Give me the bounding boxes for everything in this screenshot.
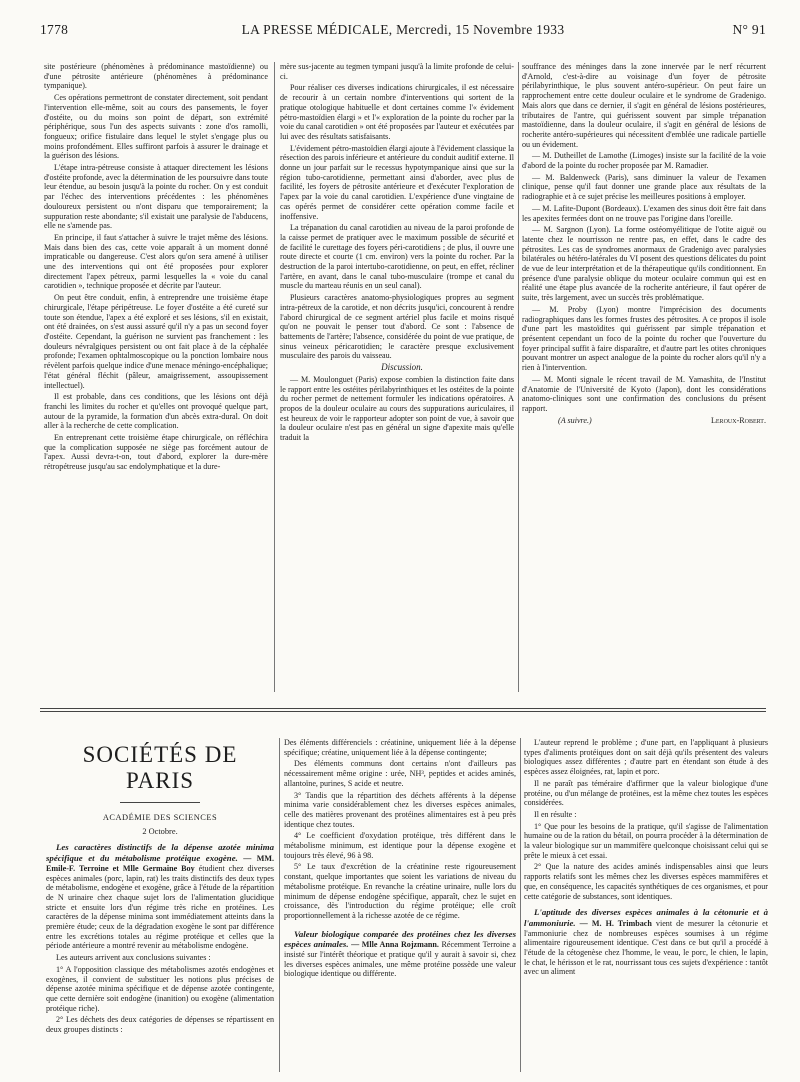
- section-separator: [40, 708, 766, 709]
- paragraph: 1° Que pour les besoins de la pratique, qu'il s'agisse de l'alimentation humaine ou de la ration du bétail, on pourra procéder à la détermination de la valeur biologique sur un mammifère quelconque choisissant celui qui se prête le mieux à cet essai.: [524, 821, 768, 860]
- article-title: Les caractères distinctifs de la dépense azotée minima spécifique et du métabolisme protéique exogène.: [46, 842, 274, 864]
- paragraph: mère sus-jacente au tegmen tympani jusqu'à la limite profonde de celui-ci.: [280, 62, 514, 81]
- paragraph: On peut être conduit, enfin, à entreprendre une troisième étape chirurgicale, l'étape péripétreuse. Le foyer d'ostéite a été cureté sur toute son étendue, l'apex a été exploré et ses lésions, s'il en existait, ont été drainées, on s'est aussi assuré qu'il n'y a pas un second foyer d'ostéite. Cependant, la guérison ne survient pas franchement : les douleurs névralgiques persistent ou ont fait place à de la céphalée profonde; l'examen ophtalmoscopique ou la ponction lombaire nous révèlent parfois quelque indice d'une menace méningo-encéphalique; l'état général fléchit (pâleur, amaigrissement, assoupissement intellectuel).: [44, 293, 268, 390]
- page-header: [40, 22, 766, 44]
- bottom-column-3: [524, 738, 768, 1074]
- article-heading: [284, 929, 516, 980]
- paragraph: La trépanation du canal carotidien au niveau de la paroi profonde de la caisse permet de pratiquer avec le maximum possible de sécurité et de facilité le curettage des foyers péri-carotidiens ; de plus, il ouvre une route directe et courte (1 cm. environ) vers la pointe du rocher. Par la destruction de la paroi intertubo-carotidienne, on peut, en effet, récliner l'artère, en avant, dans le canal tubo-musculaire (trompe et canal du muscle du marteau réunis en un seul canal).: [280, 223, 514, 291]
- bottom-column-1: [46, 738, 274, 1074]
- top-column-3: [522, 62, 766, 696]
- paragraph: Il en résulte :: [534, 809, 577, 819]
- article-authors: — Mlle Anna Rojzmann.: [351, 940, 439, 950]
- column-divider: [279, 738, 280, 1072]
- paragraph: vient de mesurer la cétonurie et l'ammoniurie chez de nombreuses espèces soumises à un régime alimentaire rigoureusement identique. C'est dans ce but qu'il a procédé à l'étude de la cétogenèse chez l'homme, le veau, le porc, le chien, le lapin, le chat, le hérisson et le rat, nourrissant tous ces sujets d'expérience : tantôt avec un aliment: [524, 918, 768, 977]
- title-rule: [120, 802, 200, 803]
- paragraph: En entreprenant cette troisième étape chirurgicale, on réfléchira que la complication supposée ne siège pas forcément autour de l'apex. Aussi devra-t-on, tout d'abord, explorer la dure-mère rétropétreuse jusqu'au sac endolymphatique et la dure-: [44, 433, 268, 472]
- paragraph: — M. Lafite-Dupont (Bordeaux). L'examen des sinus doit être fait dans les apexites fermées dont on ne trouve pas l'origine dans l'oreille.: [522, 203, 766, 223]
- paragraph: 3° Tandis que la répartition des déchets afférents à la dépense minima varie considérablement chez les diverses espèces animales, celle des matières provenant des protéines alimentaires est à peu près identique chez toutes.: [284, 790, 516, 829]
- paragraph: L'étape intra-pétreuse consiste à attaquer directement les lésions d'ostéite profonde, avec la détermination de les poursuivre dans toute leur étendue, au besoin jusqu'à la pointe du rocher. On y est conduit par l'échec des interventions précédentes : les phénomènes douloureux persistent ou n'ont disparu que temporairement; la suppuration reste abondante; s'il existait une paralysie de l'abducens, elle ne s'amende pas.: [44, 163, 268, 231]
- discussion-heading: Discussion.: [381, 362, 423, 373]
- academy-heading: ACADÉMIE DES SCIENCES: [102, 813, 218, 822]
- paragraph: — M. Baldenweck (Paris), sans diminuer la valeur de l'examen clinique, pense qu'il faut donner une grande place aux résultats de la radiographie et à ce sujet précise les meilleures positions à employer.: [522, 172, 766, 202]
- author-signature: Leroux-Robert.: [710, 415, 766, 425]
- journal-title: LA PRESSE MÉDICALE, Mercredi, 15 Novembre 1933: [241, 22, 565, 37]
- paragraph: — M. Sargnon (Lyon). La forme ostéomyélitique de l'otite aiguë ou latente chez le nourrisson ne rentre pas, en effet, dans le cadre des pétrosites. Les cas de syndromes anormaux de Gradenigo avec paralysies bilatérales ou hétéro-latérales du VI posent des questions délicates du point de vue de leur interprétation et de la thérapeutique qu'ils conditionnent. En présence d'une paralysie oblique du moteur oculaire commun qui est en réalité une étape plus avancée de la rocherite antérieure, il faut opérer de suite, très largement, avec un succès très problématique.: [522, 225, 766, 303]
- paragraph: Les auteurs arrivent aux conclusions suivantes :: [56, 953, 211, 963]
- paragraph: souffrance des méninges dans la zone innervée par le nerf récurrent d'Arnold, c'est-à-dire au voisinage d'un foyer de pétrosite périlabyrinthique, le plus souvent antéro-supérieur. On peut faire un rapprochement entre cette douleur oculaire et le syndrome de Gradenigo. Mais alors que dans ce dernier, il s'agit en général de lésions postérieures, tributaires de l'antre, qui guérissent souvent par simple trépanation mastoïdienne, dans la douleur oculaire, il s'agit en général de lésions de rocherite antéro-supérieures qui nécessitent d'emblée une radicale partielle ou un évidement.: [522, 62, 766, 149]
- paragraph: L'évidement pétro-mastoïdien élargi ajoute à l'évidement classique la résection des parois inférieure et antérieure du conduit auditif externe. Il donne un jour parfait sur le recessus hypotympanique ainsi que sur la région tubo-carotidienne, permettant ainsi d'aborder, avec plus de facilité, les foyers de pétrosite antérieure et d'exécuter l'exploration de l'apex par la voie du canal carotidien. L'expérience d'une vingtaine de cas opérés permet de considérer cette opération comme facile et inoffensive.: [280, 143, 514, 221]
- paragraph: 1° A l'opposition classique des métabolismes azotés endogènes et exogènes, il convient de substituer les notions plus précises de dépense azotée minima spécifique et de dépense azotée contingente, que cette dernière soit endogène (inanition) ou exogène (alimentation protéique riche).: [46, 964, 274, 1013]
- bottom-column-2: [284, 738, 516, 1074]
- article-title: Valeur biologique comparée des protéines chez les diverses espèces animales.: [284, 928, 516, 950]
- paragraph: 2° Les déchets des deux catégories de dépenses se répartissent en deux groupes distincts :: [46, 1015, 274, 1035]
- top-column-2: [280, 62, 514, 696]
- paragraph: — M. Dutheillet de Lamothe (Limoges) insiste sur la facilité de la voie d'abord de la pointe du rocher proposée par M. Ramadier.: [522, 151, 766, 171]
- paragraph: 2° Que la nature des acides aminés indispensables ainsi que leurs rapports relatifs sont les mêmes chez les diverses espèces mammifères et que, en conséquence, les capacités synthétiques de ces organismes, et pour cette catégorie de substances, sont identiques.: [524, 862, 768, 901]
- paragraph: 5° Le taux d'excrétion de la créatinine reste rigoureusement constant, quelque importantes que soient les variations de niveau du métabolisme protéique. En revanche la créatine urinaire, nulle lors du minimum de dépense endogène spécifique, apparaît, chez le sujet en croissance, dès l'introduction du régime protéique; elle croît proportionnellement à la richesse azotée de ce régime.: [284, 862, 516, 920]
- paragraph: Il est probable, dans ces conditions, que les lésions ont déjà franchi les limites du rocher et qu'elles ont provoqué quelque part, autour de la pyramide, la formation d'un abcès extra-dural. On doit aller à la recherche de cette complication.: [44, 392, 268, 431]
- paragraph: Ces opérations permettront de constater directement, soit pendant l'intervention elle-même, soit au cours des pansements, le foyer d'ostéite, ou du moins son point de départ, son extrémité périphérique, sous l'un des aspects suivants : zone d'os ramolli, fongueux; orifice fistulaire dans lequel le stylet s'engage plus ou moins profondément. Elles suffiront parfois à assurer le drainage et la guérison des lésions.: [44, 93, 268, 161]
- paragraph: — M. Moulonguet (Paris) expose combien la distinction faite dans le rapport entre les ostéites périlabyrinthiques et les ostéites de la pointe du rocher permet de nettement formuler les indications opératoires. A propos de la douleur oculaire au cours des suppurations auriculaires, il est heureux de voir le rapporteur adopter son point de vue, à savoir que la douleur oculaire n'est pas en général un signe d'apexite mais qu'elle traduit la: [280, 374, 514, 443]
- paragraph: L'auteur reprend le problème ; d'une part, en l'appliquant à plusieurs types d'aliments protéiques dont on sait déjà qu'ils présentent des valeurs biologiques assez différentes ; d'autre part en étendant son étude à des espèces assez éloignées, rat, lapin et porc.: [524, 738, 768, 777]
- paragraph: Pour réaliser ces diverses indications chirurgicales, il est nécessaire de recourir à un certain nombre d'interventions qui sortent de la pratique otologique habituelle et dont certaines comme l'« évidement pétro-mastoïdien élargi » et l'« exploration de la pointe du rocher par la voie du canal carotidien » ont été proposées par l'auteur et exécutées par lui avec des résultats satisfaisants.: [280, 83, 514, 141]
- article-heading: [46, 842, 274, 951]
- section-separator: [40, 711, 766, 712]
- paragraph: — M. Monti signale le récent travail de M. Yamashita, de l'Institut d'Anatomie de l'Université de Kyoto (Japon), dont les considérations anatomo-cliniques sont une confirmation des conclusions du présent rapport.: [522, 374, 766, 413]
- paragraph: Il ne paraît pas téméraire d'affirmer que la valeur biologique d'une protéine, ou d'un mélange de protéines, est la même chez toutes les espèces considérées.: [524, 778, 768, 808]
- column-divider: [518, 62, 519, 692]
- session-date: 2 Octobre.: [142, 826, 178, 836]
- column-divider: [274, 62, 275, 692]
- paragraph: 4° Le coefficient d'oxydation protéique, très différent dans le métabolisme minimum, est identique pour la dépense exogène et toujours très élevé, 96 à 98.: [284, 831, 516, 860]
- paragraph: Récemment Terroine a insisté sur l'intérêt théorique et pratique qu'il y aurait à savoir si, chez les diverses espèces animales, une même protéine possède une valeur biologique identique ou différente.: [284, 940, 516, 979]
- paragraph: Plusieurs caractères anatomo-physiologiques propres au segment intra-pétreux de la carotide, et non décrits jusqu'ici, concourent à rendre l'abord chirurgical de ce segment artériel plus facile et moins risqué qu'on ne pouvait le penser tout d'abord. Ce sont : l'absence de battements de l'artère; l'absence, considérée du point de vue pratique, de sinus veineux péricarotidien; le caractère presque exclusivement musculaire des parois du vaisseau.: [280, 293, 514, 361]
- paragraph: En principe, il faut s'attacher à suivre le trajet même des lésions. Mais dans bien des cas, cette voie apparaît à un moment donné impraticable ou dangereuse. C'est alors qu'on sera amené à utiliser une des interventions qui ont été proposées pour explorer directement l'apex pétreux, parmi lesquelles la « voie du canal carotidien », technique proposée et décrite par l'auteur.: [44, 232, 268, 291]
- issue-number: N° 91: [732, 22, 766, 37]
- to-be-continued: (A suivre.): [558, 415, 592, 425]
- article-title: L'aptitude des diverses espèces animales à la cétonurie et à l'ammoniurie.: [524, 907, 768, 928]
- paragraph: — M. Proby (Lyon) montre l'imprécision des documents radiographiques dans les formes frustes des pétrosites. A ce propos il isole d'une part les mastoïdites qui guérissent par simple trépanation et présentent cependant un foco de la pointe du rocher que l'ouverture du foyer principal suffit à faire disparaître, et d'autre part les otites chroniques pouvant montrer un aspect analogue de la pointe du rocher alors qu'il n'y a rien à l'intervention.: [522, 304, 766, 373]
- column-divider: [520, 738, 521, 1072]
- signature-line: [522, 416, 766, 426]
- article-heading: [524, 907, 768, 977]
- article-authors: — M. H. Trimbach: [579, 918, 652, 928]
- paragraph: Des éléments différenciels : créatinine, uniquement liée à la dépense spécifique; créatine, uniquement liée à la dépense contingente;: [284, 738, 516, 757]
- paragraph: étudient chez diverses espèces animales (porc, lapin, rat) les traits distinctifs des deux types de métabolisme, endogène et exogène, grâce à l'étude de la répartition de N urinaire chez chaque sujet lors de l'alimentation glucidique stricte et ensuite lors d'un régime très riche en protéines. Les caractères de la dépense minima sont immédiatement atteints dans la première étude; ceux de la dégradation exogène le sont par différence entre les excrétions totales au régime protéique et celles que la période antérieure a montré revenir au métabolisme endogène.: [46, 863, 274, 951]
- paragraph: Des éléments communs dont certains n'ont d'ailleurs pas nécessairement même origine : urée, NH³, peptides et acides aminés, allantoïne, purines, S acide et neutre.: [284, 759, 516, 788]
- page-number: 1778: [40, 22, 69, 37]
- top-column-1: [44, 62, 268, 696]
- section-title: SOCIÉTÉS DE PARIS: [82, 742, 238, 793]
- article-authors: — MM. Emile-F. Terroine et Mlle Germaine Boy: [46, 854, 274, 873]
- paragraph: site postérieure (phénomènes à prédominance mastoïdienne) ou d'une pétrosite antérieure (phénomènes à prédominance tympanique).: [44, 62, 268, 91]
